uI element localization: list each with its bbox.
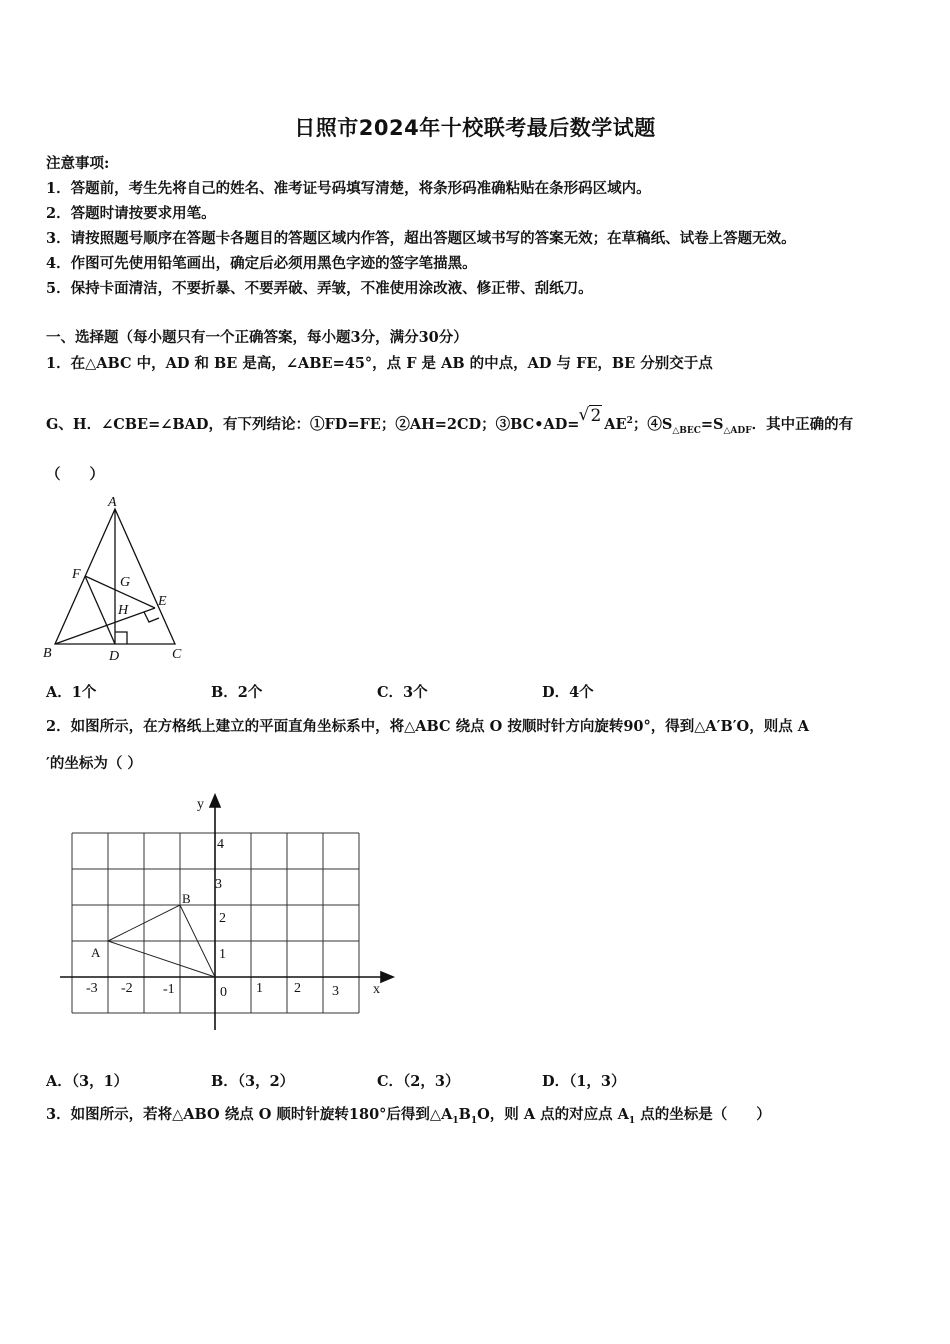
notice-item-2: 2．答题时请按要求用笔。 [46,205,216,222]
label-F: F [72,567,81,582]
q3-stem: 3．如图所示，若将△ABO 绕点 O 顺时针旋转180°后得到$\triangle A_1B_1O$，则 A 点的对应点 $A_1$ 点的坐标是（ ） [46,1106,771,1126]
label-A: A [108,495,117,510]
q1-option-a[interactable]: A．1个 [46,684,97,701]
sqrt-symbol: √ 2 [579,406,604,426]
y-axis-label: y [197,797,204,812]
x-tick-2: 2 [294,981,301,996]
label-E: E [158,594,167,609]
q1-stem-line2: G、H．∠CBE=∠BAD，有下列结论：①FD=FE；②AH=2CD；③BC•AD=√ 2 $AE^2$；$④S_{\triangle BEC}=S_{\triangle ADF}$．其中正确的有 [46,413,853,436]
notice-item-4: 4．作图可先使用铅笔画出，确定后必须用黑色字迹的签字笔描黑。 [46,255,477,272]
label-C: C [172,647,182,662]
y-tick-4: 4 [217,837,224,852]
x-tick-1: 1 [256,981,263,996]
q2-coordinate-grid [55,790,400,1035]
point-b-label: B [182,891,191,906]
q1-option-d[interactable]: D．4个 [542,684,594,701]
label-G: G [120,575,131,590]
notice-item-1: 1．答题前，考生先将自己的姓名、准考证号码填写清楚，将条形码准确粘贴在条形码区域内。 [46,180,651,197]
q2-stem-line1: 2．如图所示，在方格纸上建立的平面直角坐标系中，将△ABC 绕点 O 按顺时针方向旋转90°，得到△A′B′O，则点 A [46,718,809,735]
notice-item-5: 5．保持卡面清洁，不要折暴、不要弄破、弄皱，不准使用涂改液、修正带、刮纸刀。 [46,280,593,297]
q1-stem-line1: 1．在△ABC 中，AD 和 BE 是高，∠ABE=45°，点 F 是 AB 的中点，AD 与 FE，BE 分别交于点 [46,355,713,372]
y-tick-3: 3 [215,877,222,892]
x-tick-3: 3 [332,984,339,999]
label-B: B [43,646,52,661]
q2-stem-line2: ′的坐标为（ ） [46,755,142,772]
notice-heading: 注意事项: [46,155,110,172]
x-tick-neg-1: -1 [163,982,175,997]
origin-label: 0 [220,985,227,1000]
x-tick-neg-3: -3 [86,981,98,996]
y-tick-2: 2 [219,911,226,926]
q2-option-a[interactable]: A．（3，1） [46,1073,129,1090]
q1-answer-paren: （ ） [46,466,104,483]
q2-option-d[interactable]: D．（1，3） [542,1073,626,1090]
label-H: H [118,603,129,618]
point-a-label: A [91,945,101,960]
x-tick-neg-2: -2 [121,981,133,996]
notice-item-3: 3．请按照题号顺序在答题卡各题目的答题区域内作答，超出答题区域书写的答案无效；在草稿纸、试卷上答题无效。 [46,230,796,247]
q1-option-c[interactable]: C．3个 [377,684,428,701]
q2-option-c[interactable]: C．（2，3） [377,1073,460,1090]
page-title: 日照市2024年十校联考最后数学试题 [294,116,656,140]
section-heading: 一、选择题（每小题只有一个正确答案，每小题3分，满分30分） [46,329,468,346]
q2-option-b[interactable]: B．（3，2） [211,1073,295,1090]
q1-triangle-figure [40,492,195,664]
x-axis-label: x [373,982,380,997]
label-D: D [109,649,120,664]
q1-option-b[interactable]: B．2个 [211,684,263,701]
y-tick-1: 1 [219,947,226,962]
